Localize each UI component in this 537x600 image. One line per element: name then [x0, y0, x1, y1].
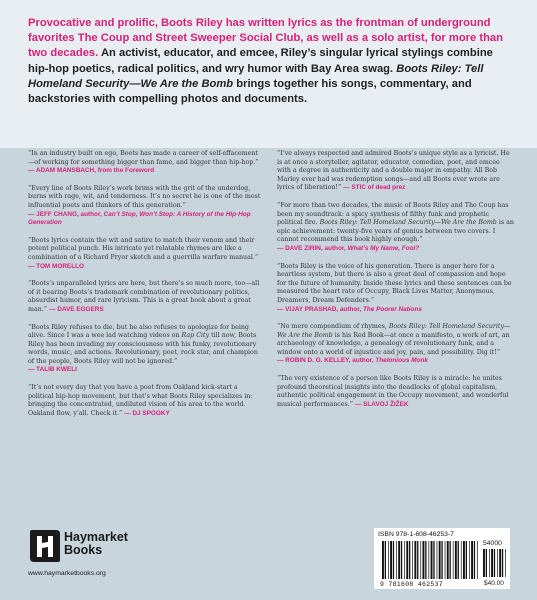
- barcode-stripe: [429, 541, 430, 579]
- barcode-addon-bars: [483, 549, 507, 577]
- endorsement: [277, 375, 515, 409]
- endorsement-attribution: — STIC of dead prez: [343, 184, 406, 192]
- blurb-book-title: Boots Riley: Tell Homeland Security—We Are the Bomb: [28, 62, 484, 90]
- barcode-stripe: [439, 541, 441, 579]
- barcode-stripe: [425, 541, 426, 579]
- barcode-stripe: [412, 541, 413, 579]
- barcode-stripe: [406, 541, 408, 579]
- endorsement-text: “Boots’s unparalleled lyrics are here, but there’s so much more, too—all of it bearing Boots’s trademark combination of revolutionary politics, absurdist humor, and rare lyricism. This is a great book about a great man.”: [28, 280, 260, 313]
- endorsement-attribution: — DAVE EGGERS: [49, 305, 104, 313]
- barcode-stripe: [469, 541, 470, 579]
- endorsement-text: “Boots Riley is the voice of his generation. There is anger here for a heartless system, but there is also a great deal of compassion and hope for the future of humanity. Inside these lyrics and these sentences can be measured the heart rate of Occupy, Black Lives Matter, Anonymous, Dreamers, Dream Defenders.”: [277, 262, 512, 304]
- publisher-url: www.haymarketbooks.org: [28, 570, 106, 577]
- barcode-stripe: [453, 541, 454, 579]
- endorsement-text: “Boots lyrics contain the wit and satire to match their venom and their potent political punch. His intricate yet relatable rhymes are like a combination of a Richard Pryor sketch and a guerrilla warfare manual.”: [28, 236, 259, 261]
- endorsement-attribution: — TALIB KWELI: [28, 366, 77, 374]
- barcode-number: 9 781608 462537: [380, 581, 444, 588]
- barcode-stripe: [483, 549, 485, 577]
- blurb-body-2: brings together his songs, commentary, and backstories with compelling photos and documents.: [28, 77, 472, 106]
- barcode-stripe: [431, 541, 433, 579]
- barcode-stripe: [423, 541, 425, 579]
- barcode-stripe: [466, 541, 467, 579]
- endorsement-text: “No mere compendium of rhymes, Boots Riley: Tell Homeland Security—We Are the Bomb is his Red Book—at once a manifesto, a work of art, an archaeology of knowledge, a genealogy of revolutionary funk, and a window onto a world of injustice and joy, pain, and possibility. Dig it!”: [277, 323, 511, 356]
- endorsement: [277, 323, 515, 366]
- endorsement: [28, 150, 264, 176]
- endorsement-text: “Boots Riley refuses to die, but he also refuses to apologize for being alive. Since I was a wee lad watching videos on Rap City till now, Boots Riley has been invading my consciousness with his funky, revolutionary words, music, and actions. Revolutionary, poet, rock star, and champion of the people, Boots Riley will not be ignored.”: [28, 323, 258, 365]
- barcode-stripe: [401, 541, 402, 579]
- endorsement-attribution: — DAVE ZIRIN, author, What’s My Name, Fool?: [277, 244, 420, 252]
- endorsement: [28, 237, 264, 271]
- description-blurb: [0, 0, 537, 148]
- barcode-stripe: [447, 541, 449, 579]
- barcode-stripe: [499, 549, 501, 577]
- endorsement-text: “Every line of Boots Riley’s work brims with the grit of the underdog, burns with rage, wit, and tenderness. It’s no secret he is one of the most influential poets and thinkers of this generation.”: [28, 184, 261, 209]
- endorsement-attribution: — SLAVOJ ŽIŽEK: [354, 400, 409, 408]
- barcode-stripe: [409, 541, 410, 579]
- endorsement: [28, 324, 264, 376]
- endorsement: [28, 280, 264, 314]
- endorsement-attribution: — ADAM MANSBACH, from the Foreword: [28, 167, 155, 175]
- endorsement-attribution: — DJ SPOOKY: [124, 409, 170, 417]
- barcode-bars: [382, 541, 480, 579]
- cover-price: $40.00: [484, 580, 504, 587]
- barcode-stripe: [497, 549, 498, 577]
- endorsement: [277, 263, 515, 315]
- barcode-stripe: [474, 541, 475, 579]
- barcode-stripe: [396, 541, 397, 579]
- barcode-stripe: [417, 541, 418, 579]
- publisher-name: Haymarket Books: [64, 530, 128, 557]
- barcode-stripe: [471, 541, 473, 579]
- barcode-stripe: [414, 541, 416, 579]
- endorsement: [277, 150, 515, 193]
- haymarket-h-logo-icon: [28, 528, 62, 564]
- barcode-stripe: [420, 541, 421, 579]
- barcode-stripe: [388, 541, 389, 579]
- endorsements-left-column: [28, 150, 264, 427]
- endorsement-attribution: — JEFF CHANG, author, Can’t Stop, Won’t Stop: A History of the Hip-Hop Generation: [28, 210, 251, 227]
- isbn-label: ISBN 978-1-608-46253-7: [378, 531, 454, 538]
- endorsements: [0, 150, 537, 520]
- barcode-stripe: [505, 549, 506, 577]
- endorsements-right-column: [277, 150, 515, 418]
- barcode-stripe: [450, 541, 451, 579]
- endorsement-text: “In an industry built on ego, Boots has made a career of self-effacement—of working for something bigger than fame, and bigger than hip-hop.”: [28, 150, 259, 166]
- barcode-stripe: [461, 541, 462, 579]
- barcode-stripe: [458, 541, 459, 579]
- endorsement-attribution: — VIJAY PRASHAD, author, The Poorer Nations: [277, 305, 422, 313]
- barcode-stripe: [489, 549, 490, 577]
- barcode-stripe: [486, 549, 487, 577]
- barcode-stripe: [382, 541, 384, 579]
- endorsement-text: “The very existence of a person like Boots Riley is a miracle: he unites profound theoretical insights into the deadlocks of global capitalism, authentic political engagement in the Occupy movement, and wonderful musical performances.”: [277, 375, 509, 408]
- barcode-stripe: [445, 541, 446, 579]
- barcode-stripe: [455, 541, 457, 579]
- barcode-stripe: [390, 541, 392, 579]
- barcode-stripe: [477, 541, 478, 579]
- barcode-stripe: [437, 541, 438, 579]
- endorsement-text: “It’s not every day that you have a poet from Oakland kick-start a political hip-hop movement, but that’s what Boots Riley specializes in: bringing the concentrated, undiluted vision of his area to the world. Oakland flow, y’all. Check it.”: [28, 384, 253, 417]
- endorsement-attribution: — ROBIN D. G. KELLEY, author, Thelonious Monk: [277, 357, 428, 365]
- barcode-stripe: [441, 541, 442, 579]
- endorsement-text: “For more than two decades, the music of Boots Riley and The Coup has been my soundtrack: a spicy synthesis of filthy funk and prophetic political fire. Boots Riley: Tell Homeland Security—We Are the Bomb is an epic achievement: twenty-five years of genius between two covers. I cannot recommend this book highly enough.”: [277, 201, 514, 244]
- blurb-lead: Provocative and prolific, Boots Riley has written lyrics as the frontman of underground favorites The Coup and Street Sweeper Social Club, as well as a solo artist, for more than two decades.: [28, 17, 503, 60]
- barcode-stripe: [502, 549, 503, 577]
- endorsement-text: “I’ve always respected and admired Boots’s unique style as a lyricist. He is at once a storyteller, agitator, educator, comedian, poet, and emcee with a degree in authenticity and a double major in empathy. All Bob Marley ever had was redemption songs—and all Boots ever wrote are lyrics of liberation!”: [277, 150, 510, 192]
- barcode-stripe: [385, 541, 386, 579]
- barcode-stripe: [398, 541, 400, 579]
- endorsement-attribution: — TOM MORELLO: [28, 262, 84, 270]
- endorsement: [277, 202, 515, 254]
- barcode-stripe: [433, 541, 434, 579]
- endorsement: [28, 185, 264, 228]
- barcode-stripe: [494, 549, 495, 577]
- price-code: 54000: [483, 540, 502, 547]
- barcode-stripe: [463, 541, 465, 579]
- endorsement: [28, 384, 264, 418]
- barcode-stripe: [491, 549, 493, 577]
- blurb-body-1: An activist, educator, and emcee, Riley’s singular lyrical stylings combine hip-hop poetics, radical politics, and wry humor with Bay Area swag.: [28, 47, 493, 75]
- barcode-stripe: [393, 541, 394, 579]
- barcode-stripe: [404, 541, 405, 579]
